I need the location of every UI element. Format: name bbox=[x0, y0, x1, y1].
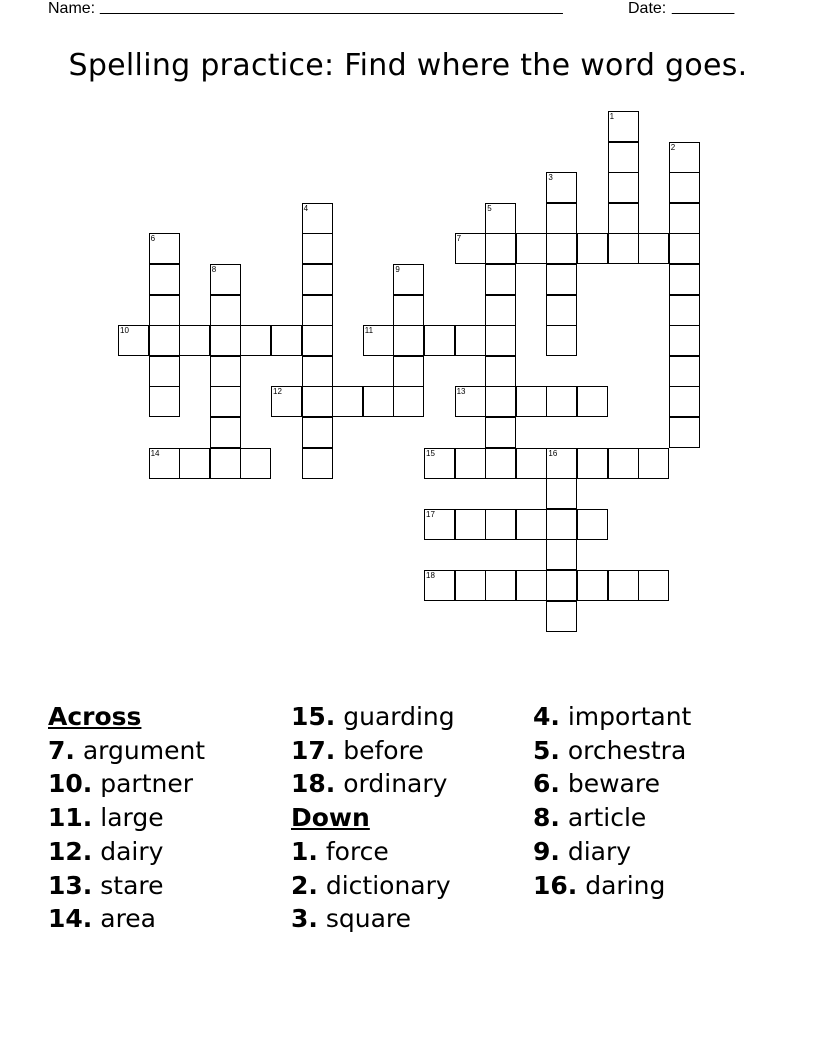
clue-number-label: 12. bbox=[48, 836, 93, 866]
clue-text: before bbox=[335, 735, 424, 765]
clue-number: 13 bbox=[456, 387, 466, 397]
crossword-cell[interactable] bbox=[271, 325, 302, 356]
crossword-cell[interactable] bbox=[669, 233, 700, 264]
crossword-cell[interactable] bbox=[363, 325, 394, 356]
clue-number-label: 9. bbox=[533, 836, 560, 866]
crossword-cell[interactable] bbox=[302, 325, 333, 356]
crossword-cell[interactable] bbox=[302, 264, 333, 295]
clue-number: 8 bbox=[211, 265, 217, 274]
crossword-cell[interactable] bbox=[485, 295, 516, 326]
crossword-cell[interactable] bbox=[149, 356, 180, 387]
clue-text: diary bbox=[559, 836, 632, 866]
crossword-cell[interactable] bbox=[393, 356, 424, 387]
crossword-cell[interactable] bbox=[118, 325, 149, 356]
date-blank[interactable]: _______ bbox=[672, 0, 735, 15]
clue-text: daring bbox=[577, 870, 666, 900]
crossword-cell[interactable] bbox=[608, 570, 639, 601]
crossword-cell[interactable] bbox=[546, 172, 577, 203]
crossword-cell[interactable] bbox=[669, 356, 700, 387]
clue-number-label: 10. bbox=[48, 769, 93, 799]
crossword-cell[interactable] bbox=[577, 570, 608, 601]
crossword-cell[interactable] bbox=[149, 264, 180, 295]
crossword-cell[interactable] bbox=[485, 570, 516, 601]
crossword-cell[interactable] bbox=[546, 295, 577, 326]
clue-text: stare bbox=[92, 870, 164, 900]
crossword-cell[interactable] bbox=[608, 233, 639, 264]
clue-column-3 bbox=[533, 700, 773, 902]
crossword-cell[interactable] bbox=[546, 386, 577, 417]
crossword-cell[interactable] bbox=[608, 448, 639, 479]
clue-number-label: 1. bbox=[291, 836, 318, 866]
crossword-cell[interactable] bbox=[669, 203, 700, 234]
crossword-cell[interactable] bbox=[577, 509, 608, 540]
crossword-cell[interactable] bbox=[546, 539, 577, 570]
crossword-cell[interactable] bbox=[363, 386, 394, 417]
crossword-cell[interactable] bbox=[608, 142, 639, 173]
crossword-cell[interactable] bbox=[608, 172, 639, 203]
crossword-cell[interactable] bbox=[393, 386, 424, 417]
clue-number-label: 8. bbox=[533, 803, 560, 833]
crossword-cell[interactable] bbox=[485, 417, 516, 448]
clue-item bbox=[48, 801, 288, 835]
crossword-cell[interactable] bbox=[240, 448, 271, 479]
clue-text: dairy bbox=[92, 836, 164, 866]
date-label: Date: bbox=[628, 0, 667, 17]
clue-item bbox=[533, 801, 773, 835]
crossword-cell[interactable] bbox=[546, 203, 577, 234]
crossword-cell[interactable] bbox=[149, 386, 180, 417]
crossword-cell[interactable] bbox=[516, 448, 547, 479]
crossword-cell[interactable] bbox=[302, 203, 333, 234]
clue-number: 5 bbox=[487, 203, 492, 213]
crossword-cell[interactable] bbox=[546, 478, 577, 509]
crossword-cell[interactable] bbox=[485, 356, 516, 387]
clue-item bbox=[533, 767, 773, 801]
clue-item bbox=[291, 835, 531, 869]
clue-number-label: 2. bbox=[291, 870, 318, 900]
crossword-cell[interactable] bbox=[149, 448, 180, 479]
clue-number: 9 bbox=[395, 265, 400, 274]
clue-number-label: 17. bbox=[291, 735, 336, 765]
clue-number: 14 bbox=[150, 448, 160, 458]
crossword-cell[interactable] bbox=[302, 417, 333, 448]
crossword-cell[interactable] bbox=[455, 386, 486, 417]
crossword-cell[interactable] bbox=[271, 386, 302, 417]
clue-text: argument bbox=[74, 735, 206, 765]
clue-item bbox=[291, 734, 531, 768]
crossword-cell[interactable] bbox=[149, 295, 180, 326]
clue-item bbox=[48, 835, 288, 869]
clue-column-2 bbox=[291, 700, 531, 936]
crossword-cell[interactable] bbox=[210, 417, 241, 448]
crossword-cell[interactable] bbox=[455, 325, 486, 356]
clue-number: 15 bbox=[426, 448, 435, 458]
clue-column-1 bbox=[48, 700, 288, 936]
clue-number-label: 6. bbox=[533, 769, 560, 799]
crossword-cell[interactable] bbox=[149, 325, 180, 356]
crossword-cell[interactable] bbox=[302, 295, 333, 326]
crossword-cell[interactable] bbox=[210, 356, 241, 387]
clue-item bbox=[533, 835, 773, 869]
crossword-cell[interactable] bbox=[669, 417, 700, 448]
crossword-cell[interactable] bbox=[424, 325, 455, 356]
crossword-cell[interactable] bbox=[485, 386, 516, 417]
crossword-cell[interactable] bbox=[485, 203, 516, 234]
crossword-cell[interactable] bbox=[669, 264, 700, 295]
crossword-cell[interactable] bbox=[302, 386, 333, 417]
crossword-cell[interactable] bbox=[393, 325, 424, 356]
crossword-cell[interactable] bbox=[485, 448, 516, 479]
clue-item bbox=[291, 869, 531, 903]
crossword-cell[interactable] bbox=[485, 325, 516, 356]
crossword-cell[interactable] bbox=[455, 448, 486, 479]
crossword-cell[interactable] bbox=[638, 570, 669, 601]
crossword-cell[interactable] bbox=[638, 448, 669, 479]
crossword-cell[interactable] bbox=[546, 325, 577, 356]
crossword-cell[interactable] bbox=[608, 203, 639, 234]
crossword-cell[interactable] bbox=[669, 172, 700, 203]
clue-number-label: 14. bbox=[48, 904, 93, 934]
clue-number-label: 11. bbox=[48, 803, 93, 833]
clue-text: square bbox=[317, 904, 412, 934]
clue-number: 12 bbox=[273, 387, 282, 397]
crossword-cell[interactable] bbox=[149, 233, 180, 264]
clue-item bbox=[291, 767, 531, 801]
clue-item bbox=[533, 700, 773, 734]
clue-text: ordinary bbox=[335, 769, 448, 799]
clue-number-label: 16. bbox=[533, 870, 578, 900]
crossword-cell[interactable] bbox=[393, 295, 424, 326]
clue-text: article bbox=[559, 803, 647, 833]
crossword-cell[interactable] bbox=[546, 233, 577, 264]
crossword-cell[interactable] bbox=[424, 509, 455, 540]
clue-number-label: 4. bbox=[533, 702, 560, 731]
clue-item bbox=[48, 869, 288, 903]
crossword-cell[interactable] bbox=[516, 509, 547, 540]
clue-number-label: 5. bbox=[533, 735, 560, 765]
down-heading: Down bbox=[291, 803, 370, 833]
clue-text: area bbox=[92, 904, 156, 934]
crossword-cell[interactable] bbox=[577, 386, 608, 417]
crossword-cell[interactable] bbox=[240, 325, 271, 356]
clue-number: 16 bbox=[548, 448, 558, 458]
name-label: Name: bbox=[48, 0, 96, 17]
crossword-cell[interactable] bbox=[210, 325, 241, 356]
crossword-cell[interactable] bbox=[546, 601, 577, 632]
clue-number-label: 15. bbox=[291, 702, 336, 731]
clue-text: large bbox=[92, 803, 164, 833]
crossword-cell[interactable] bbox=[455, 570, 486, 601]
crossword-cell[interactable] bbox=[669, 386, 700, 417]
crossword-cell[interactable] bbox=[455, 233, 486, 264]
crossword-cell[interactable] bbox=[210, 264, 241, 295]
crossword-cell[interactable] bbox=[516, 233, 547, 264]
crossword-cell[interactable] bbox=[424, 570, 455, 601]
crossword-cell[interactable] bbox=[546, 570, 577, 601]
clue-number-label: 13. bbox=[48, 870, 93, 900]
crossword-cell[interactable] bbox=[546, 509, 577, 540]
clue-item bbox=[291, 902, 531, 936]
clue-text: guarding bbox=[335, 702, 455, 731]
crossword-cell[interactable] bbox=[210, 295, 241, 326]
clue-number-label: 18. bbox=[291, 769, 336, 799]
clue-number: 10 bbox=[120, 326, 129, 336]
clue-number: 11 bbox=[364, 326, 374, 336]
clue-item bbox=[533, 734, 773, 768]
clue-number-label: 7. bbox=[48, 735, 75, 765]
clue-text: dictionary bbox=[317, 870, 451, 900]
crossword-cell[interactable] bbox=[577, 448, 608, 479]
crossword-cell[interactable] bbox=[179, 325, 210, 356]
crossword-cell[interactable] bbox=[455, 509, 486, 540]
clue-number: 4 bbox=[303, 203, 309, 213]
crossword-cell[interactable] bbox=[669, 142, 700, 173]
crossword-cell[interactable] bbox=[485, 233, 516, 264]
clue-number: 2 bbox=[670, 142, 676, 152]
clue-text: beware bbox=[559, 769, 660, 799]
crossword-cell[interactable] bbox=[546, 264, 577, 295]
crossword-cell[interactable] bbox=[302, 233, 333, 264]
across-heading: Across bbox=[48, 702, 142, 731]
crossword-cell[interactable] bbox=[577, 233, 608, 264]
crossword-cell[interactable] bbox=[179, 448, 210, 479]
crossword-cell[interactable] bbox=[516, 570, 547, 601]
crossword-cell[interactable] bbox=[638, 233, 669, 264]
clue-item bbox=[533, 869, 773, 903]
crossword-cell[interactable] bbox=[393, 264, 424, 295]
clue-text: force bbox=[317, 836, 389, 866]
crossword-cell[interactable] bbox=[485, 264, 516, 295]
crossword-cell[interactable] bbox=[516, 386, 547, 417]
crossword-cell[interactable] bbox=[669, 295, 700, 326]
name-blank[interactable]: ____________________________________________________ bbox=[100, 0, 563, 15]
clue-list bbox=[0, 700, 816, 960]
clue-number: 7 bbox=[456, 234, 462, 244]
clue-item bbox=[48, 767, 288, 801]
clue-item bbox=[291, 700, 531, 734]
clue-text: important bbox=[559, 702, 692, 731]
clue-number: 18 bbox=[426, 571, 435, 580]
crossword-cell[interactable] bbox=[332, 386, 363, 417]
clue-number: 1 bbox=[609, 112, 615, 121]
crossword-cell[interactable] bbox=[608, 111, 639, 142]
crossword-cell[interactable] bbox=[546, 448, 577, 479]
clue-text: partner bbox=[92, 769, 194, 799]
crossword-cell[interactable] bbox=[210, 448, 241, 479]
crossword-cell[interactable] bbox=[669, 325, 700, 356]
crossword-cell[interactable] bbox=[424, 448, 455, 479]
crossword-cell[interactable] bbox=[485, 509, 516, 540]
crossword-cell[interactable] bbox=[302, 448, 333, 479]
page-title: Spelling practice: Find where the word goes. bbox=[68, 48, 748, 83]
clue-number: 3 bbox=[548, 173, 553, 183]
clue-text: orchestra bbox=[559, 735, 687, 765]
clue-item bbox=[48, 902, 288, 936]
crossword-cell[interactable] bbox=[302, 356, 333, 387]
crossword-cell[interactable] bbox=[210, 386, 241, 417]
clue-item bbox=[48, 734, 288, 768]
clue-number-label: 3. bbox=[291, 904, 318, 934]
clue-number: 17 bbox=[426, 509, 435, 519]
clue-number: 6 bbox=[150, 234, 156, 244]
